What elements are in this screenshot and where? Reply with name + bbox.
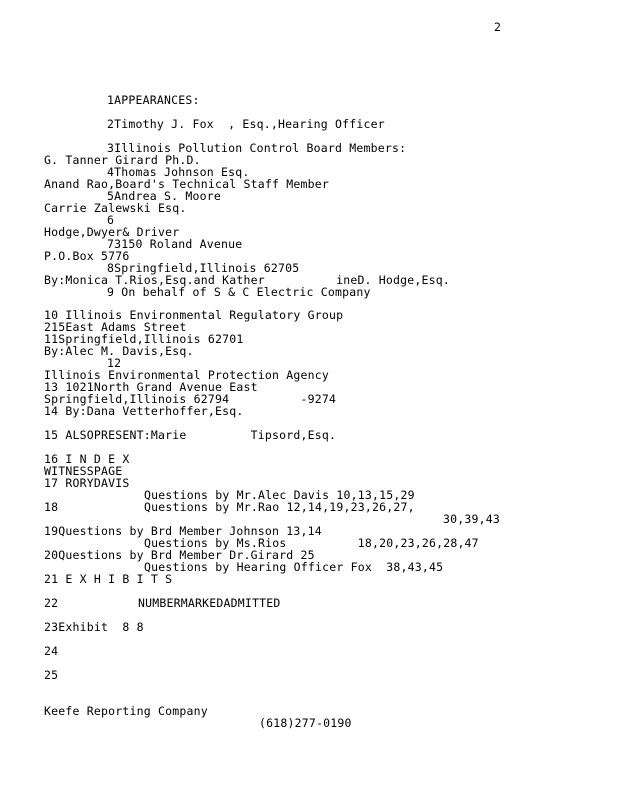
- line-questions-davis: Questions by Mr.Alec Davis 10,13,15,29: [144, 488, 415, 502]
- line-number-25: 25: [44, 668, 59, 682]
- footer-phone: (618)277-0190: [259, 716, 352, 730]
- line-by-vetterhoffer: 14 By:Dana Vetterhoffer,Esq.: [44, 404, 244, 418]
- line-questions-rao: Questions by Mr.Rao 12,14,19,23,26,27,: [144, 500, 415, 514]
- line-by-davis: By:Alec M. Davis,Esq.: [44, 344, 194, 358]
- line-index-heading: 16 I N D E X: [44, 452, 130, 466]
- line-springfield-62705: 8Springfield,Illinois 62705: [107, 261, 300, 275]
- page-number: 2: [494, 20, 502, 34]
- footer-reporting-company: Keefe Reporting Company: [44, 704, 208, 718]
- line-number-22: 22: [44, 596, 59, 610]
- line-po-box: P.O.Box 5776: [44, 249, 130, 263]
- line-moore: 5Andrea S. Moore: [107, 189, 221, 203]
- line-ierg: 10 Illinois Environmental Regulatory Group: [44, 308, 344, 322]
- line-springfield-62794: Springfield,Illinois 62794 -9274: [44, 392, 337, 406]
- line-girard: G. Tanner Girard Ph.D.: [44, 153, 201, 167]
- line-rory-davis: 17 RORYDAVIS: [44, 476, 130, 490]
- line-also-present: 15 ALSOPRESENT:Marie Tipsord,Esq.: [44, 428, 337, 442]
- line-iepa: Illinois Environmental Protection Agency: [44, 368, 329, 382]
- line-board-members: 3Illinois Pollution Control Board Members:: [107, 141, 407, 155]
- line-rao: Anand Rao,Board's Technical Staff Member: [44, 177, 329, 191]
- line-hodge-firm: Hodge,Dwyer& Driver: [44, 225, 180, 239]
- line-exhibits-heading: 21 E X H I B I T S: [44, 572, 173, 586]
- line-number-18: 18: [44, 500, 59, 514]
- line-questions-fox: Questions by Hearing Officer Fox 38,43,45: [144, 560, 444, 574]
- line-hearing-officer: 2Timothy J. Fox , Esq.,Hearing Officer: [107, 117, 385, 131]
- line-roland-avenue: 73150 Roland Avenue: [107, 237, 243, 251]
- line-questions-rao-cont: 30,39,43: [443, 512, 500, 526]
- line-springfield-62701: 11Springfield,Illinois 62701: [44, 332, 244, 346]
- line-by-rios-hodge: By:Monica T.Rios,Esq.and Kather ineD. Hodge,Esq.: [44, 273, 451, 287]
- line-adams-street: 215East Adams Street: [44, 320, 187, 334]
- line-number-24: 24: [44, 644, 59, 658]
- line-number-12: 12: [107, 356, 122, 370]
- line-grand-avenue: 13 1021North Grand Avenue East: [44, 380, 258, 394]
- line-questions-rios: Questions by Ms.Rios 18,20,23,26,28,47: [144, 536, 479, 550]
- line-witness-page: WITNESSPAGE: [44, 464, 123, 478]
- line-zalewski: Carrie Zalewski Esq.: [44, 201, 187, 215]
- line-appearances: 1APPEARANCES:: [107, 93, 200, 107]
- line-number-6: 6: [107, 213, 115, 227]
- line-exhibit-columns: NUMBERMARKEDADMITTED: [138, 596, 281, 610]
- line-questions-johnson: 19Questions by Brd Member Johnson 13,14: [44, 524, 322, 538]
- line-questions-girard: 20Questions by Brd Member Dr.Girard 25: [44, 548, 315, 562]
- line-johnson: 4Thomas Johnson Esq.: [107, 165, 250, 179]
- line-exhibit-8: 23Exhibit 8 8: [44, 620, 144, 634]
- line-on-behalf: 9 On behalf of S & C Electric Company: [107, 285, 371, 299]
